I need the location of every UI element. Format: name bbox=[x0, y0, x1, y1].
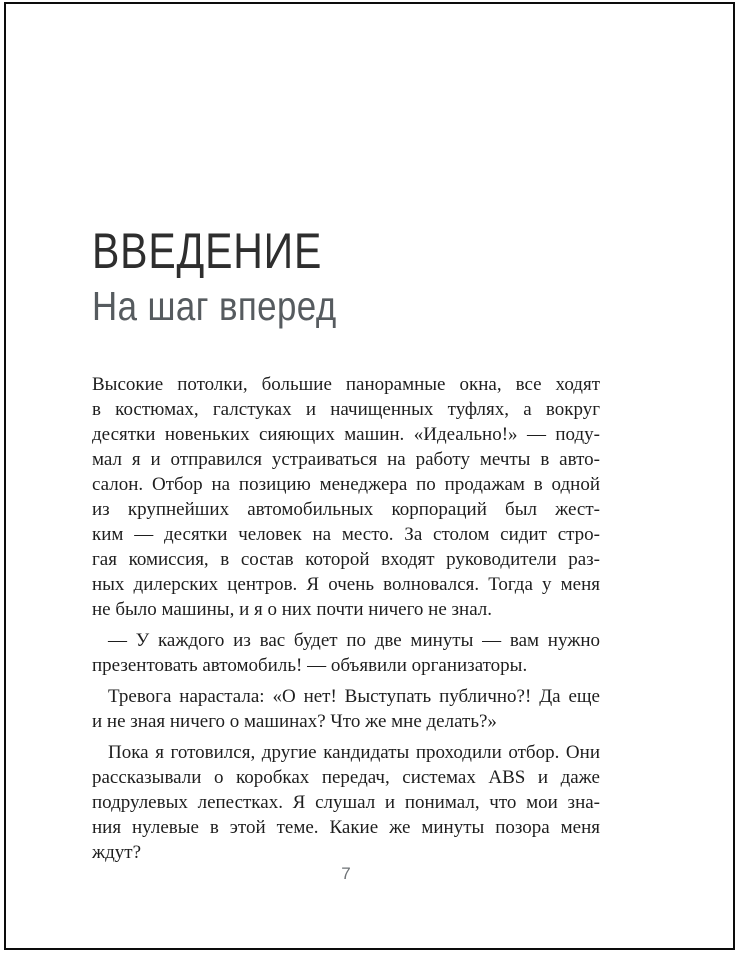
text-line: ния нулевые в этой теме. Какие же минуты позора меня bbox=[92, 817, 600, 838]
text-line: презентовать автомобиль! — объявили организаторы. bbox=[92, 655, 528, 676]
text-line: салон. Отбор на позицию менеджера по продажам в одной bbox=[92, 474, 600, 495]
page-number: 7 bbox=[341, 864, 351, 883]
text-line: из крупнейших автомобильных корпораций был жест- bbox=[92, 499, 600, 520]
text-line: Высокие потолки, большие панорамные окна, все ходят bbox=[92, 374, 600, 395]
text-line: ждут? bbox=[92, 842, 142, 863]
text-line: рассказывали о коробках передач, системах ABS и даже bbox=[92, 767, 600, 788]
text-line: мал я и отправился устраиваться на работу мечты в авто- bbox=[92, 449, 600, 470]
text-line: ким — десятки человек на место. За столом сидит стро- bbox=[92, 524, 600, 545]
paragraph bbox=[92, 684, 600, 734]
chapter-title-text: ВВЕДЕНИЕ bbox=[92, 223, 323, 279]
paragraph bbox=[92, 372, 600, 622]
text-line: в костюмах, галстуках и начищенных туфлях, а вокруг bbox=[92, 399, 600, 420]
chapter-subtitle bbox=[92, 283, 380, 329]
chapter-title bbox=[92, 223, 373, 279]
body-text bbox=[92, 372, 600, 865]
text-line: подрулевых лепестках. Я слушал и понимал, что мои зна- bbox=[92, 792, 600, 813]
chapter-subtitle-text: На шаг вперед bbox=[92, 283, 337, 329]
text-line: Тревога нарастала: «О нет! Выступать публично?! Да еще bbox=[108, 686, 600, 707]
paragraph bbox=[92, 740, 600, 865]
text-line: и не зная ничего о машинах? Что же мне делать?» bbox=[92, 711, 497, 732]
paragraph bbox=[92, 628, 600, 678]
text-line: — У каждого из вас будет по две минуты — вам нужно bbox=[108, 630, 600, 651]
text-line: десятки новеньких сияющих машин. «Идеально!» — поду- bbox=[92, 424, 600, 445]
text-line: гая комиссия, в состав которой входят руководители раз- bbox=[92, 549, 600, 570]
text-line: не было машины, и я о них почти ничего не знал. bbox=[92, 599, 493, 620]
text-line: ных дилерских центров. Я очень волновался. Тогда у меня bbox=[92, 574, 600, 595]
text-line: Пока я готовился, другие кандидаты проходили отбор. Они bbox=[108, 742, 600, 763]
page-content bbox=[92, 0, 600, 954]
